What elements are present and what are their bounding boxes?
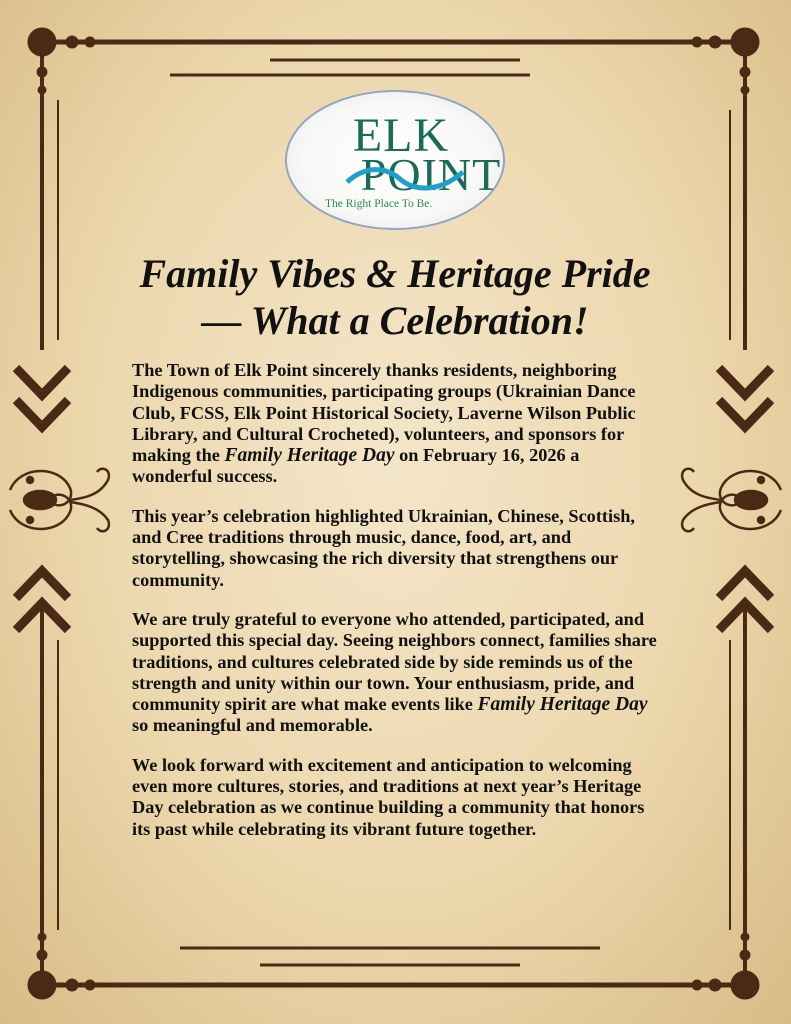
event-name: Family Heritage Day bbox=[224, 445, 395, 467]
article-body bbox=[132, 360, 657, 858]
paragraph-text: on February 16, 2026 a wonderful success. bbox=[132, 445, 580, 487]
event-name: Family Heritage Day bbox=[477, 694, 648, 716]
chevron-down-icon bbox=[719, 368, 771, 427]
town-logo bbox=[285, 90, 505, 230]
paragraph-text: The Town of Elk Point sincerely thanks residents, neighboring Indigenous communities, participating groups (Ukrainian Dance Club, FCSS, Elk Point Historical Society, Laverne Wilson Public Library, and Cultural Crocheted), volunteers, and sponsors for making the bbox=[132, 360, 636, 466]
chevron-down-icon bbox=[16, 368, 68, 427]
scroll-ornament-icon bbox=[10, 469, 109, 532]
scroll-ornament-icon bbox=[682, 469, 781, 532]
paragraph-traditions: This year’s celebration highlighted Ukrainian, Chinese, Scottish, and Cree traditions through music, dance, food, art, and storytelling, showcasing the rich diversity that strengthens our community. bbox=[132, 505, 635, 590]
paragraph-thanks bbox=[132, 360, 657, 488]
paragraph-text: so meaningful and memorable. bbox=[132, 715, 373, 736]
title-line-2: — What a Celebration! bbox=[201, 298, 589, 343]
logo-text-elk: ELK bbox=[352, 109, 450, 162]
title-line-1: Family Vibes & Heritage Pride bbox=[139, 251, 651, 296]
logo-text-point: POINT bbox=[360, 149, 502, 200]
paragraph-text: We are truly grateful to everyone who attended, participated, and supported this special day. Seeing neighbors connect, families share traditions, and cultures celebrated side by side reminds us of the strength and unity within our town. Your enthusiasm, pride, and community spirit are what make events like bbox=[132, 608, 657, 715]
wave-icon bbox=[345, 164, 465, 194]
logo-tagline: The Right Place To Be. bbox=[325, 198, 433, 210]
paragraph-gratitude bbox=[132, 609, 657, 737]
page-title bbox=[60, 250, 730, 344]
paragraph-future: We look forward with excitement and anticipation to welcoming even more cultures, stories, and traditions at next year’s Heritage Day celebration as we continue building a community that honors its past while celebrating its vibrant future together. bbox=[132, 754, 645, 839]
